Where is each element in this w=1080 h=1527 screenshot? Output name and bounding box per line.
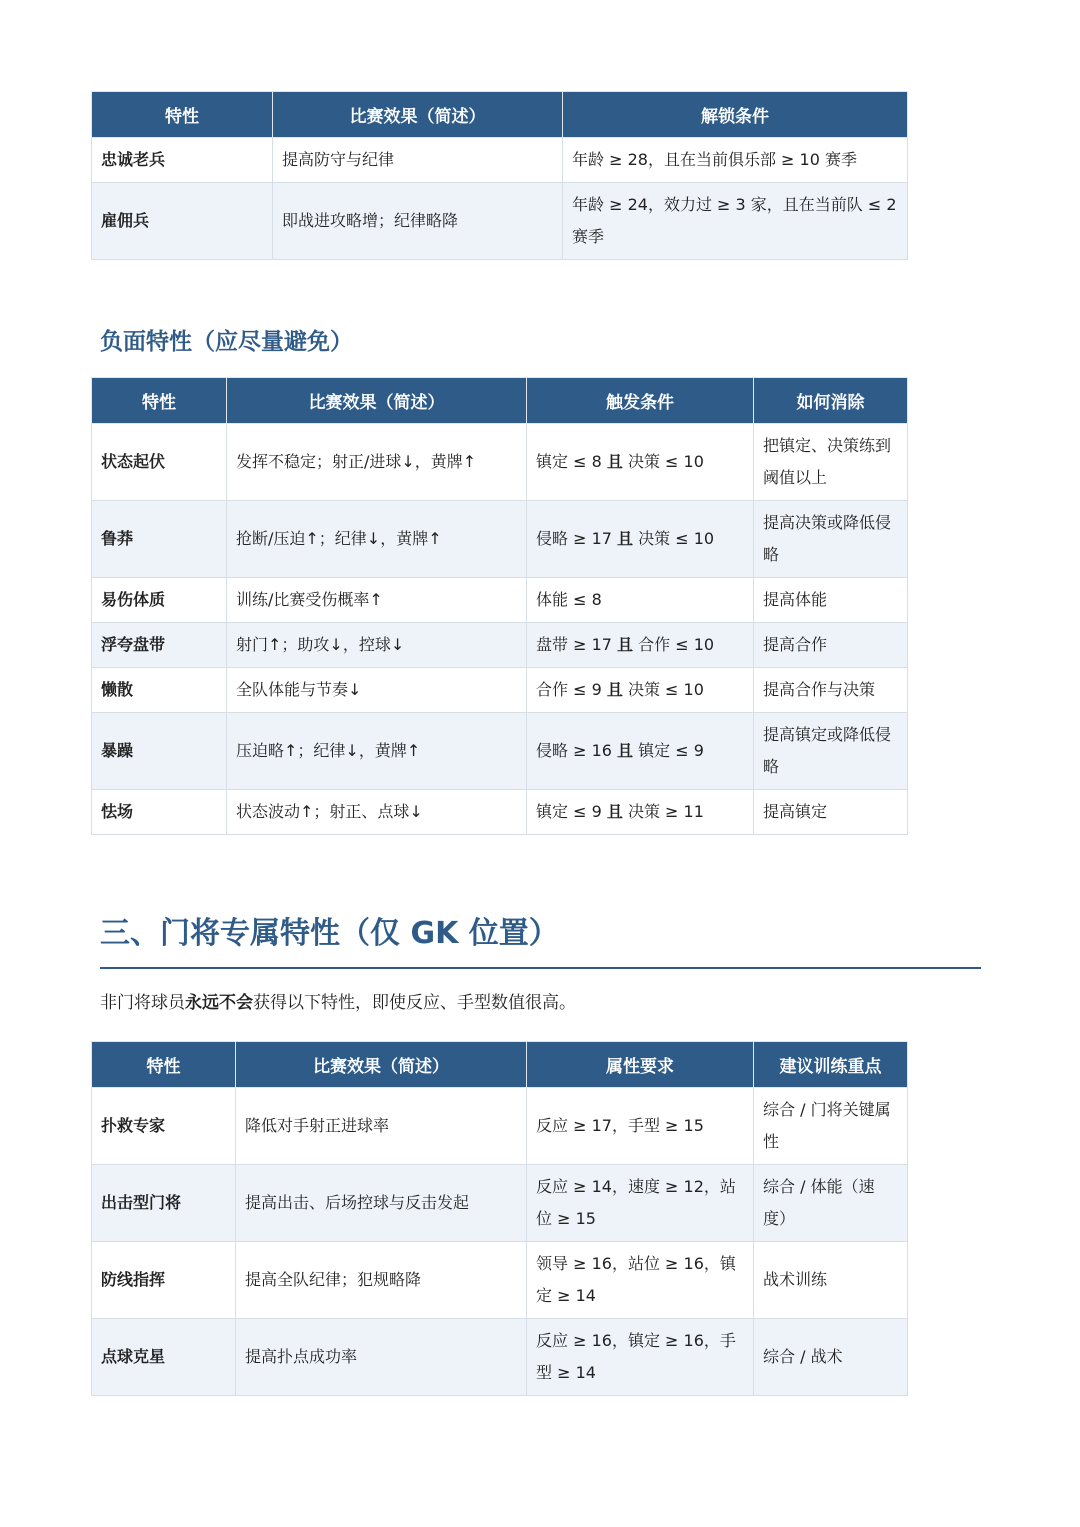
trait-effect: 即战进攻略增；纪律略降 (273, 183, 563, 260)
removal-method: 提高体能 (754, 578, 908, 623)
condition-a: 镇定 ≤ 8 (536, 452, 602, 471)
table-row (92, 790, 908, 835)
table-row (92, 183, 908, 260)
table-row (92, 1165, 908, 1242)
trait-name: 忠诚老兵 (92, 138, 273, 183)
trait-name: 状态起伏 (92, 424, 227, 501)
trait-effect: 全队体能与节奏↓ (227, 668, 527, 713)
condition-a: 合作 ≤ 9 (536, 680, 602, 699)
header-effect: 比赛效果（简述） (273, 92, 563, 138)
trait-effect: 状态波动↑；射正、点球↓ (227, 790, 527, 835)
condition-b: 决策 ≥ 11 (627, 802, 704, 821)
table-row (92, 668, 908, 713)
header-effect: 比赛效果（简述） (227, 378, 527, 424)
removal-method: 提高决策或降低侵略 (754, 501, 908, 578)
and-operator: 且 (617, 529, 634, 548)
trait-effect: 提高全队纪律；犯规略降 (236, 1242, 527, 1319)
header-trait: 特性 (92, 378, 227, 424)
condition-b: 合作 ≤ 10 (638, 635, 715, 654)
condition-a: 侵略 ≥ 17 (536, 529, 612, 548)
trait-effect: 抢断/压迫↑；纪律↓，黄牌↑ (227, 501, 527, 578)
training-focus: 综合 / 门将关键属性 (754, 1088, 908, 1165)
note-text-before: 非门将球员 (100, 993, 185, 1013)
condition-b: 决策 ≤ 10 (638, 529, 715, 548)
table-row (92, 424, 908, 501)
attribute-requirement: 反应 ≥ 14，速度 ≥ 12，站位 ≥ 15 (527, 1165, 754, 1242)
trigger-condition (527, 501, 754, 578)
trait-name: 点球克星 (92, 1319, 236, 1396)
attribute-requirement: 反应 ≥ 17，手型 ≥ 15 (527, 1088, 754, 1165)
trigger-condition (527, 578, 754, 623)
header-trait: 特性 (92, 1042, 236, 1088)
and-operator: 且 (606, 680, 623, 699)
header-trigger-condition: 触发条件 (527, 378, 754, 424)
table-row (92, 623, 908, 668)
removal-method: 提高合作 (754, 623, 908, 668)
table-row (92, 1319, 908, 1396)
condition-b: 决策 ≤ 10 (627, 680, 704, 699)
table-row (92, 138, 908, 183)
trait-name: 出击型门将 (92, 1165, 236, 1242)
positive-traits-table (91, 91, 908, 260)
trait-name: 浮夸盘带 (92, 623, 227, 668)
trigger-condition (527, 668, 754, 713)
header-training-focus: 建议训练重点 (754, 1042, 908, 1088)
condition-a: 盘带 ≥ 17 (536, 635, 612, 654)
trait-name: 雇佣兵 (92, 183, 273, 260)
trait-effect: 射门↑；助攻↓，控球↓ (227, 623, 527, 668)
trait-effect: 提高防守与纪律 (273, 138, 563, 183)
attribute-requirement: 领导 ≥ 16，站位 ≥ 16，镇定 ≥ 14 (527, 1242, 754, 1319)
trigger-condition (527, 623, 754, 668)
header-how-to-remove: 如何消除 (754, 378, 908, 424)
trait-name: 易伤体质 (92, 578, 227, 623)
and-operator: 且 (606, 802, 623, 821)
note-text-emphasis: 永远不会 (185, 993, 253, 1013)
training-focus: 综合 / 体能（速度） (754, 1165, 908, 1242)
gk-note (100, 988, 576, 1018)
table-row (92, 501, 908, 578)
trait-effect: 压迫略↑；纪律↓，黄牌↑ (227, 713, 527, 790)
negative-traits-table (91, 377, 908, 835)
trigger-condition (527, 713, 754, 790)
condition-a: 侵略 ≥ 16 (536, 741, 612, 760)
trait-name: 防线指挥 (92, 1242, 236, 1319)
condition-a: 镇定 ≤ 9 (536, 802, 602, 821)
trait-name: 懒散 (92, 668, 227, 713)
trait-name: 扑救专家 (92, 1088, 236, 1165)
and-operator: 且 (617, 635, 634, 654)
note-text-after: 获得以下特性，即使反应、手型数值很高。 (253, 993, 576, 1013)
trait-effect: 降低对手射正进球率 (236, 1088, 527, 1165)
table-row (92, 578, 908, 623)
removal-method: 把镇定、决策练到阈值以上 (754, 424, 908, 501)
table-header-row (92, 1042, 908, 1088)
trait-name: 鲁莽 (92, 501, 227, 578)
trait-effect: 提高出击、后场控球与反击发起 (236, 1165, 527, 1242)
header-trait: 特性 (92, 92, 273, 138)
negative-traits-heading: 负面特性（应尽量避免） (100, 329, 353, 355)
table-header-row (92, 378, 908, 424)
table-row (92, 1088, 908, 1165)
trait-effect: 提高扑点成功率 (236, 1319, 527, 1396)
header-attribute-requirement: 属性要求 (527, 1042, 754, 1088)
gk-traits-heading: 三、门将专属特性（仅 GK 位置） (100, 916, 559, 951)
trait-name: 暴躁 (92, 713, 227, 790)
header-effect: 比赛效果（简述） (236, 1042, 527, 1088)
unlock-condition: 年龄 ≥ 24，效力过 ≥ 3 家，且在当前队 ≤ 2 赛季 (563, 183, 908, 260)
trait-effect: 发挥不稳定；射正/进球↓，黄牌↑ (227, 424, 527, 501)
training-focus: 战术训练 (754, 1242, 908, 1319)
table-row (92, 713, 908, 790)
trait-name: 怯场 (92, 790, 227, 835)
table-header-row (92, 92, 908, 138)
gk-traits-table (91, 1041, 908, 1396)
trait-effect: 训练/比赛受伤概率↑ (227, 578, 527, 623)
attribute-requirement: 反应 ≥ 16，镇定 ≥ 16，手型 ≥ 14 (527, 1319, 754, 1396)
and-operator: 且 (606, 452, 623, 471)
removal-method: 提高镇定或降低侵略 (754, 713, 908, 790)
removal-method: 提高镇定 (754, 790, 908, 835)
trigger-condition (527, 424, 754, 501)
header-unlock-condition: 解锁条件 (563, 92, 908, 138)
heading-divider (100, 967, 981, 969)
table-row (92, 1242, 908, 1319)
unlock-condition: 年龄 ≥ 28，且在当前俱乐部 ≥ 10 赛季 (563, 138, 908, 183)
and-operator: 且 (617, 741, 634, 760)
trigger-condition (527, 790, 754, 835)
condition-b: 决策 ≤ 10 (627, 452, 704, 471)
condition-a: 体能 ≤ 8 (536, 590, 602, 609)
removal-method: 提高合作与决策 (754, 668, 908, 713)
condition-b: 镇定 ≤ 9 (638, 741, 704, 760)
training-focus: 综合 / 战术 (754, 1319, 908, 1396)
